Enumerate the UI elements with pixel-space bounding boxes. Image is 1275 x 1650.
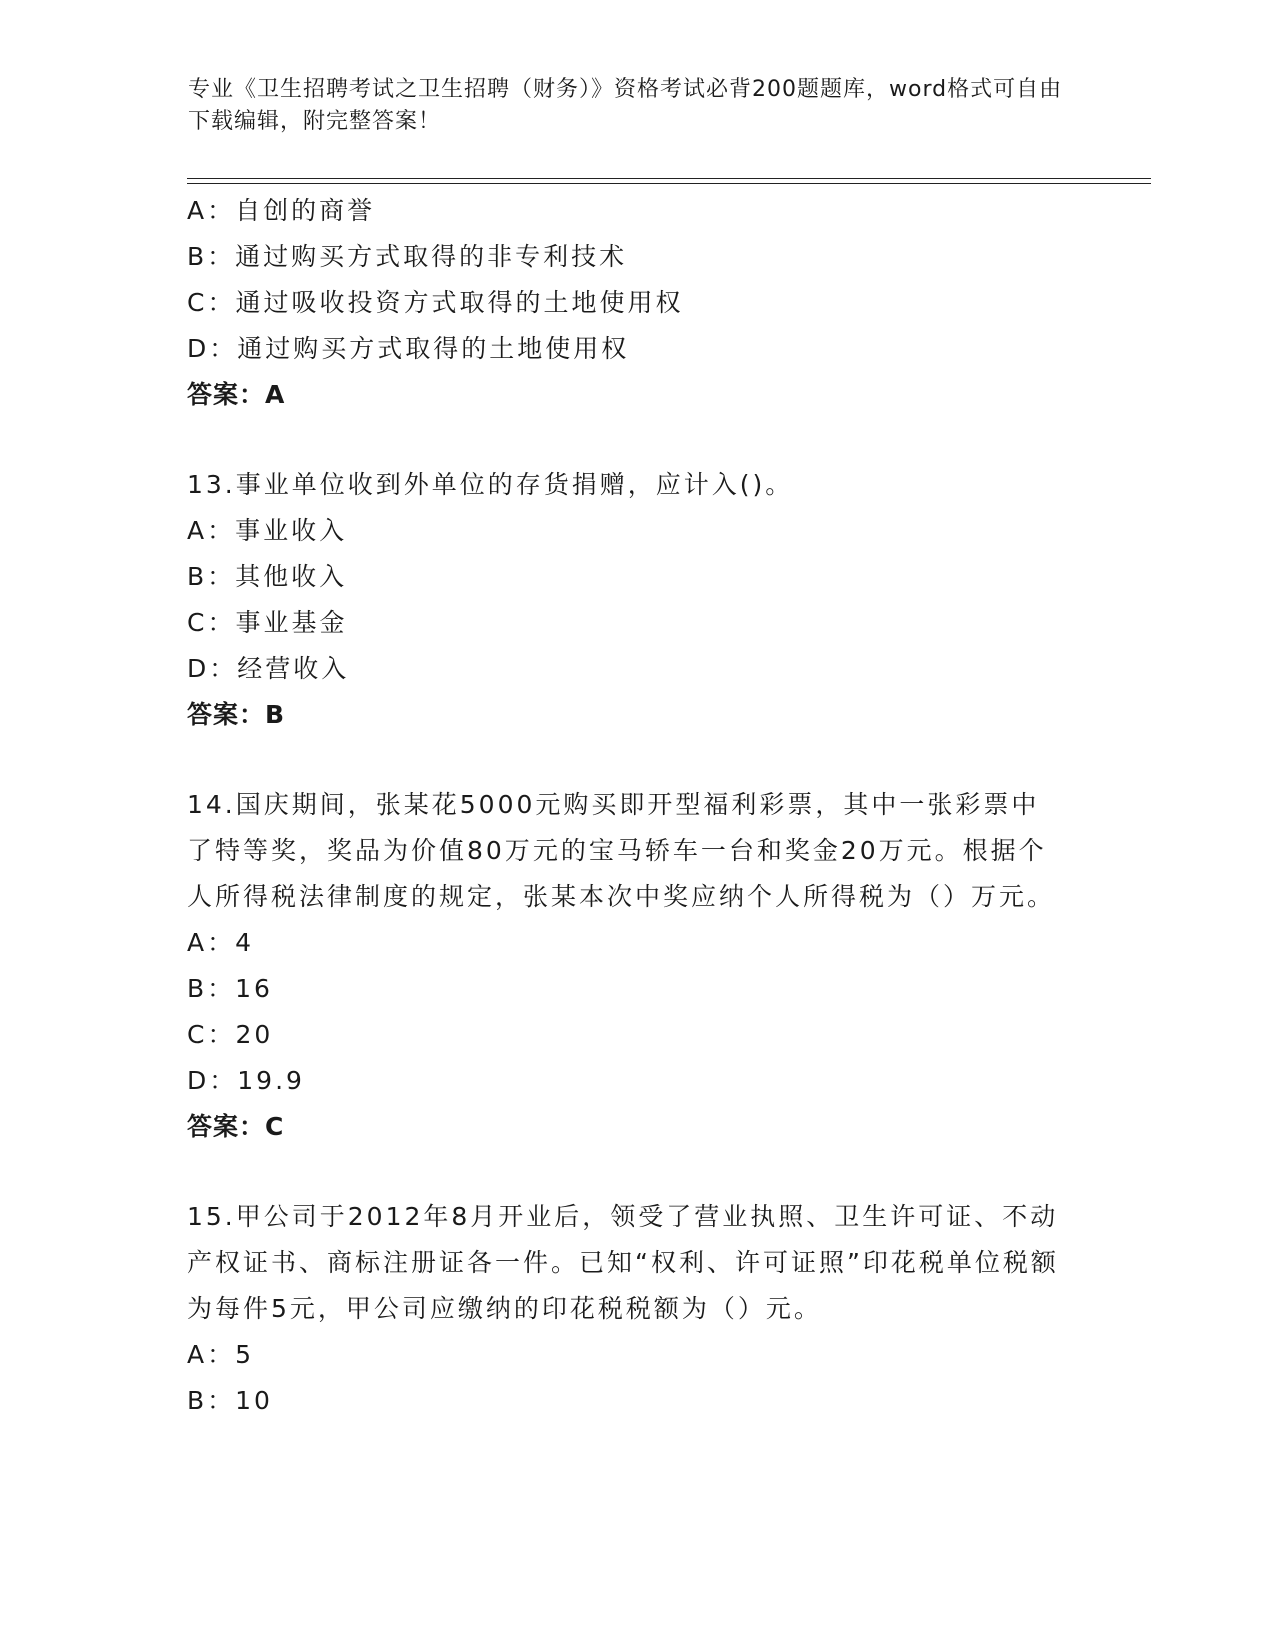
option-d: D：经营收入 [187, 654, 350, 683]
question-text: 14.国庆期间，张某花5000元购买即开型福利彩票，其中一张彩票中了特等奖，奖品为价值80万元的宝马轿车一台和奖金20万元。根据个人所得税法律制度的规定，张某本次中奖应纳个人所得税为（）万元。 [187, 790, 1056, 911]
question-text: 13.事业单位收到外单位的存货捐赠，应计入()。 [187, 470, 794, 499]
option-a: A：5 [187, 1340, 255, 1369]
answer-line: 答案：C [187, 1112, 285, 1141]
option-a: A：4 [187, 928, 255, 957]
option-b: B：10 [187, 1386, 273, 1415]
answer-line: 答案：A [187, 380, 286, 409]
option-b: B：通过购买方式取得的非专利技术 [187, 242, 628, 271]
option-a: A：事业收入 [187, 516, 348, 545]
option-d: D：通过购买方式取得的土地使用权 [187, 334, 630, 363]
option-d: D：19.9 [187, 1066, 305, 1095]
header-divider-bottom [187, 183, 1151, 184]
question-13 [187, 462, 1067, 738]
document-intro: 专业《卫生招聘考试之卫生招聘（财务）》资格考试必背200题题库，word格式可自由下载编辑，附完整答案！ [188, 77, 1063, 134]
question-text: 15.甲公司于2012年8月开业后，领受了营业执照、卫生许可证、不动产权证书、商标注册证各一件。已知“权利、许可证照”印花税单位税额为每件5元，甲公司应缴纳的印花税税额为（）元。 [187, 1202, 1059, 1323]
option-c: C：20 [187, 1020, 274, 1049]
answer-line: 答案：B [187, 700, 286, 729]
option-b: B：16 [187, 974, 273, 1003]
document-body [187, 188, 1067, 1424]
question-15 [187, 1194, 1067, 1424]
option-b: B：其他收入 [187, 562, 348, 591]
option-c: C：通过吸收投资方式取得的土地使用权 [187, 288, 684, 317]
option-c: C：事业基金 [187, 608, 348, 637]
option-a: A：自创的商誉 [187, 196, 376, 225]
question-14 [187, 782, 1067, 1150]
header-divider-top [187, 178, 1151, 179]
question-12-continued [187, 188, 1067, 418]
